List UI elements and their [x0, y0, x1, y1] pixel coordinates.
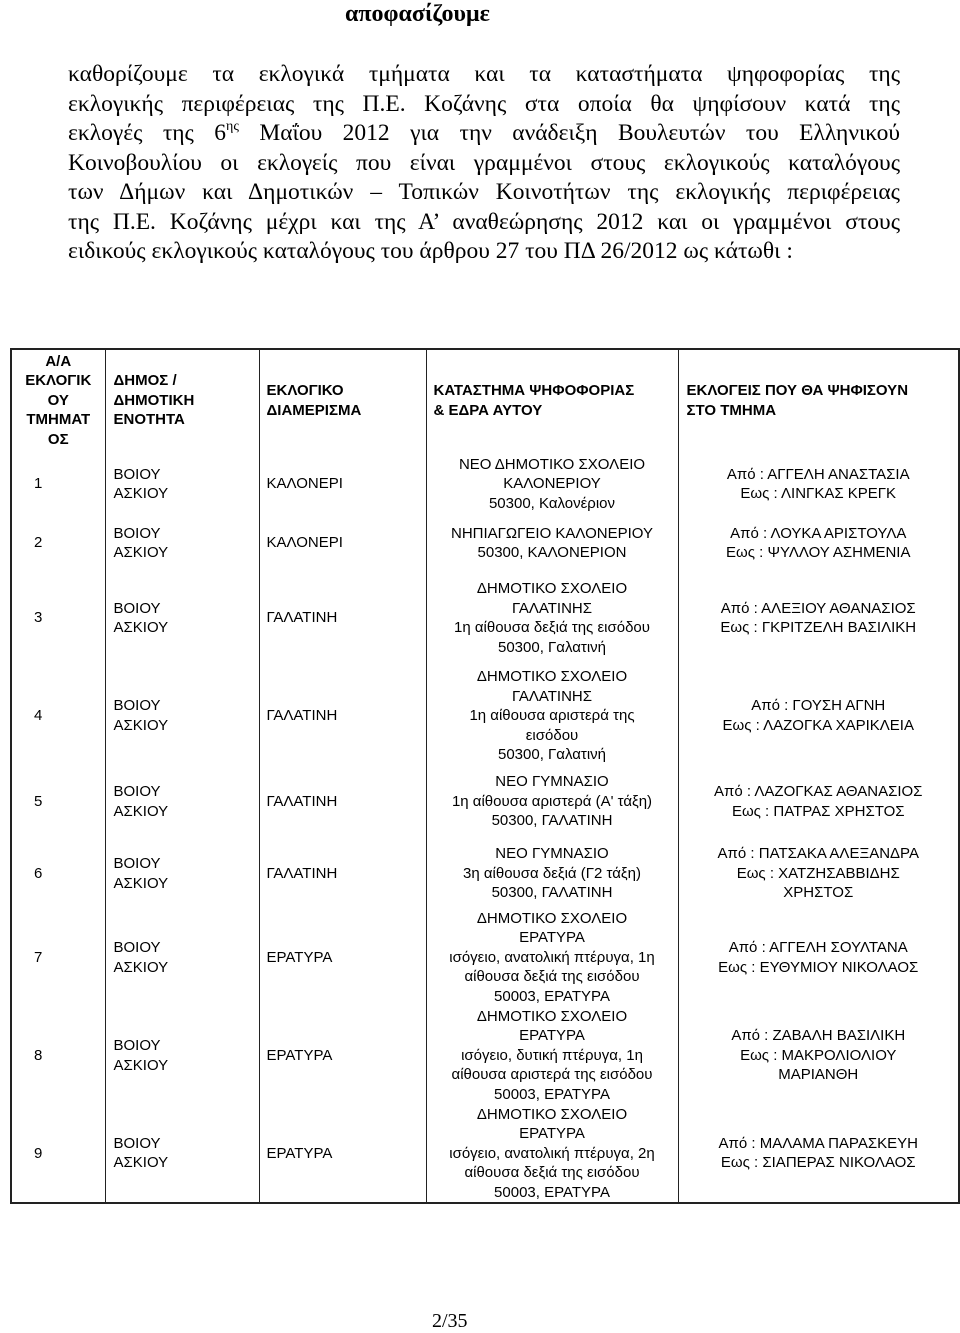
cell-line: 1η αίθουσα αριστερά της [469, 707, 635, 724]
cell-line: ισόγειο, δυτική πτέρυγα, 1η [461, 1046, 643, 1064]
cell-line: Από : ΜΑΛΑΜΑ ΠΑΡΑΣΚΕΥΗ [718, 1134, 918, 1152]
header-line: ΔΗΜΟΣ / [113, 372, 177, 390]
cell-line: ΒΟΙΟΥ [113, 465, 161, 483]
cell-line: 3η αίθουσα δεξιά (Γ2 τάξη) [463, 864, 641, 882]
cell-voters-range [678, 1007, 959, 1105]
header-line: ΕΚΛΟΓΙΚ [25, 372, 92, 390]
cell-line: Εως : ΛΑΖΟΓΚΑ ΧΑΡΙΚΛΕΙΑ [722, 716, 914, 734]
table-row [11, 765, 959, 839]
cell-line: 3 [34, 609, 43, 627]
header-line: ΔΙΑΜΕΡΙΣΜΑ [266, 401, 362, 419]
cell-line: 50300, ΓΑΛΑΤΙΝΗ [491, 884, 613, 902]
cell-line: αίθουσα δεξιά της εισόδου [464, 968, 640, 986]
cell-line: ΔΗΜΟΤΙΚΟ ΣΧΟΛΕΙΟ [476, 1105, 628, 1123]
cell-municipality [105, 909, 259, 1007]
cell-line: αίθουσα αριστερά της εισόδου [451, 1066, 653, 1084]
cell-line: ΓΑΛΑΤΙΝΗ [266, 707, 338, 724]
table-row [11, 909, 959, 1007]
cell-line: ισόγειο, ανατολική πτέρυγα, 1η [449, 948, 655, 966]
cell-line: Εως : ΜΑΚΡΟΛΙΟΛΙΟΥ [740, 1046, 897, 1064]
cell-polling-station [426, 569, 678, 667]
header-line: ΔΗΜΟΤΙΚΗ [113, 391, 195, 409]
cell-electoral-district [259, 517, 426, 569]
cell-line: ΒΟΙΟΥ [113, 1037, 161, 1054]
cell-municipality [105, 839, 259, 909]
cell-line: Από : ΖΑΒΑΛΗ ΒΑΣΙΛΙΚΗ [731, 1027, 906, 1045]
cell-electoral-district [259, 1105, 426, 1204]
cell-line: ΕΡΑΤΥΡΑ [266, 948, 333, 966]
cell-line: ΕΡΑΤΥΡΑ [519, 1027, 585, 1045]
cell-voters-range [678, 569, 959, 667]
header-line: Α/Α [45, 352, 72, 370]
cell-line: ΝΗΠΙΑΓΩΓΕΙΟ ΚΑΛΟΝΕΡΙΟΥ [451, 524, 653, 542]
cell-voters-range [678, 667, 959, 765]
cell-polling-station [426, 517, 678, 569]
table-header-row [11, 349, 959, 451]
cell-line: 1η αίθουσα αριστερά (Α' τάξη) [451, 792, 653, 810]
cell-voters-range [678, 1105, 959, 1204]
cell-line: ΚΑΛΟΝΕΡΙΟΥ [503, 475, 601, 493]
cell-line: ΒΟΙΟΥ [113, 855, 161, 872]
intro-line: εκλογικής περιφέρειας της Π.Ε. Κοζάνης στα οποία θα ψηφίσουν κατά της [68, 90, 900, 117]
header-line: ΟΣ [47, 430, 69, 448]
cell-line: 50003, ΕΡΑΤΥΡΑ [494, 1183, 610, 1201]
header-line: & ΕΔΡΑ ΑΥΤΟΥ [433, 401, 543, 419]
cell-municipality [105, 451, 259, 517]
cell-line: ΒΟΙΟΥ [113, 599, 161, 617]
cell-line: Από : ΑΓΓΕΛΗ ΑΝΑΣΤΑΣΙΑ [726, 465, 910, 483]
cell-line: ΑΣΚΙΟΥ [113, 716, 169, 734]
cell-line: αίθουσα δεξιά της εισόδου [464, 1164, 640, 1181]
cell-electoral-district [259, 667, 426, 765]
header-electoral-district [259, 349, 426, 451]
cell-line: Εως : ΓΚΡΙΤΖΕΛΗ ΒΑΣΙΛΙΚΗ [720, 619, 917, 636]
cell-line: ΧΡΗΣΤΟΣ [783, 884, 854, 902]
cell-line: ΑΣΚΙΟΥ [113, 544, 169, 561]
intro-line: των Δήμων και Δημοτικών – Τοπικών Κοινοτήτων της εκλογικής περιφέρειας [68, 179, 900, 205]
intro-line [68, 119, 900, 149]
cell-voters-range [678, 909, 959, 1007]
cell-line: 7 [34, 948, 43, 966]
header-voters-range [678, 349, 959, 451]
cell-electoral-district [259, 1007, 426, 1105]
table-row [11, 517, 959, 569]
cell-line: Από : ΛΑΖΟΓΚΑΣ ΑΘΑΝΑΣΙΟΣ [714, 783, 923, 800]
header-line: ΤΜΗΜΑΤ [26, 411, 91, 429]
cell-line: ΑΣΚΙΟΥ [113, 1154, 169, 1172]
cell-line: ΚΑΛΟΝΕΡΙ [266, 475, 343, 493]
table-head [11, 349, 959, 451]
cell-polling-station [426, 667, 678, 765]
header-line: ΕΝΟΤΗΤΑ [113, 411, 185, 429]
cell-line: 1 [34, 475, 43, 493]
header-line: ΕΚΛΟΓΕΙΣ ΠΟΥ ΘΑ ΨΗΦΙΣΟΥΝ [686, 382, 909, 399]
cell-line: ΑΣΚΙΟΥ [113, 485, 169, 502]
cell-line: ΚΑΛΟΝΕΡΙ [266, 534, 343, 552]
cell-municipality [105, 1007, 259, 1105]
table-row [11, 569, 959, 667]
cell-line: Από : ΑΛΕΞΙΟΥ ΑΘΑΝΑΣΙΟΣ [720, 599, 916, 617]
cell-section-number [11, 451, 105, 517]
cell-line: Από : ΓΟΥΣΗ ΑΓΝΗ [751, 697, 886, 715]
cell-municipality [105, 1105, 259, 1204]
cell-municipality [105, 569, 259, 667]
cell-line: ισόγειο, ανατολική πτέρυγα, 2η [449, 1144, 655, 1162]
cell-section-number [11, 517, 105, 569]
cell-polling-station [426, 451, 678, 517]
header-line: ΟΥ [47, 391, 69, 409]
cell-line: 1η αίθουσα δεξιά της εισόδου [454, 619, 650, 636]
cell-electoral-district [259, 569, 426, 667]
cell-line: ΕΡΑΤΥΡΑ [266, 1144, 333, 1162]
cell-line: ΝΕΟ ΔΗΜΟΤΙΚΟ ΣΧΟΛΕΙΟ [458, 455, 646, 473]
cell-line: Εως : ΨΥΛΛΟΥ ΑΣΗΜΕΝΙΑ [726, 544, 911, 561]
cell-line: ΓΑΛΑΤΙΝΗ [266, 792, 338, 810]
cell-line: ΑΣΚΙΟΥ [113, 958, 169, 976]
cell-line: ΑΣΚΙΟΥ [113, 874, 169, 892]
cell-line: Εως : ΕΥΘΥΜΙΟΥ ΝΙΚΟΛΑΟΣ [718, 958, 919, 976]
cell-line: ΕΡΑΤΥΡΑ [519, 1125, 585, 1142]
cell-section-number [11, 569, 105, 667]
cell-line: ΒΟΙΟΥ [113, 783, 161, 800]
cell-section-number [11, 1105, 105, 1204]
cell-line: 50003, ΕΡΑΤΥΡΑ [494, 1085, 610, 1103]
cell-line: Από : ΛΟΥΚΑ ΑΡΙΣΤΟΥΛΑ [730, 524, 907, 542]
cell-line: ΓΑΛΑΤΙΝΗ [266, 864, 338, 882]
cell-polling-station [426, 839, 678, 909]
cell-section-number [11, 1007, 105, 1105]
cell-voters-range [678, 451, 959, 517]
cell-line: εισόδου [525, 726, 579, 744]
cell-line: ΑΣΚΙΟΥ [113, 802, 169, 820]
cell-polling-station [426, 765, 678, 839]
cell-line: 2 [34, 534, 43, 552]
table-row [11, 1007, 959, 1105]
cell-line: ΓΑΛΑΤΙΝΗΣ [511, 599, 593, 617]
intro-line: καθορίζουμε τα εκλογικά τμήματα και τα καταστήματα ψηφοφορίας της [68, 61, 900, 87]
cell-line: ΒΟΙΟΥ [113, 524, 161, 542]
cell-voters-range [678, 517, 959, 569]
cell-line: ΕΡΑΤΥΡΑ [519, 929, 585, 947]
cell-line: ΔΗΜΟΤΙΚΟ ΣΧΟΛΕΙΟ [476, 909, 628, 927]
decision-heading: αποφασίζουμε [345, 1, 490, 27]
cell-polling-station [426, 1105, 678, 1204]
cell-line: Εως : ΠΑΤΡΑΣ ΧΡΗΣΤΟΣ [731, 802, 905, 820]
cell-line: ΕΡΑΤΥΡΑ [266, 1046, 333, 1064]
table-row [11, 451, 959, 517]
table-row [11, 667, 959, 765]
intro-paragraph [68, 60, 900, 267]
cell-line: ΒΟΙΟΥ [113, 697, 161, 715]
cell-line: Εως : ΧΑΤΖΗΣΑΒΒΙΔΗΣ [736, 864, 900, 882]
cell-line: ΝΕΟ ΓΥΜΝΑΣΙΟ [495, 845, 609, 863]
cell-electoral-district [259, 451, 426, 517]
cell-line: ΓΑΛΑΤΙΝΗΣ [511, 687, 593, 705]
table-body [11, 451, 959, 1203]
page-number: 2/35 [432, 1310, 468, 1332]
cell-line: ΒΟΙΟΥ [113, 1134, 161, 1152]
header-polling-station [426, 349, 678, 451]
cell-line: 5 [34, 792, 43, 810]
cell-line: ΔΗΜΟΤΙΚΟ ΣΧΟΛΕΙΟ [476, 580, 628, 597]
header-line: ΕΚΛΟΓΙΚΟ [266, 382, 344, 399]
cell-line: 50300, ΓΑΛΑΤΙΝΗ [491, 812, 613, 830]
cell-line: 50003, ΕΡΑΤΥΡΑ [494, 987, 610, 1005]
cell-line: 50300, ΚΑΛΟΝΕΡΙΟΝ [477, 544, 627, 561]
header-line: ΣΤΟ ΤΜΗΜΑ [686, 401, 777, 419]
header-municipality [105, 349, 259, 451]
ordinal-superscript: ης [226, 119, 239, 134]
cell-electoral-district [259, 839, 426, 909]
cell-line: Από : ΑΓΓΕΛΗ ΣΟΥΛΤΑΝΑ [728, 939, 908, 956]
header-section-number [11, 349, 105, 451]
cell-section-number [11, 765, 105, 839]
cell-municipality [105, 517, 259, 569]
cell-line: Εως : ΣΙΑΠΕΡΑΣ ΝΙΚΟΛΑΟΣ [720, 1154, 916, 1172]
cell-line: 6 [34, 864, 43, 882]
cell-line: ΝΕΟ ΓΥΜΝΑΣΙΟ [495, 773, 609, 791]
polling-sections-table [10, 348, 960, 1204]
cell-voters-range [678, 765, 959, 839]
intro-text: εκλογές της 6 [68, 120, 227, 146]
header-line: ΚΑΤΑΣΤΗΜΑ ΨΗΦΟΦΟΡΙΑΣ [433, 382, 635, 399]
cell-line: 50300, Καλονέριον [488, 494, 616, 512]
cell-electoral-district [259, 909, 426, 1007]
cell-line: 50300, Γαλατινή [497, 638, 607, 656]
table-row [11, 1105, 959, 1204]
cell-municipality [105, 765, 259, 839]
cell-line: ΜΑΡΙΑΝΘΗ [778, 1066, 859, 1084]
table-row [11, 839, 959, 909]
cell-line: 8 [34, 1046, 43, 1064]
intro-line: της Π.Ε. Κοζάνης μέχρι και της Α’ αναθεώρησης 2012 και οι γραμμένοι στους [68, 208, 900, 235]
cell-line: Από : ΠΑΤΣΑΚΑ ΑΛΕΞΑΝΔΡΑ [717, 845, 919, 863]
cell-polling-station [426, 909, 678, 1007]
cell-line: ΔΗΜΟΤΙΚΟ ΣΧΟΛΕΙΟ [476, 1007, 628, 1025]
cell-line: 9 [34, 1144, 43, 1162]
cell-line: 50300, Γαλατινή [497, 746, 607, 763]
cell-electoral-district [259, 765, 426, 839]
intro-line: ειδικούς εκλογικούς καταλόγους του άρθρου 27 του ΠΔ 26/2012 ως κάτωθι : [68, 238, 793, 264]
cell-line: ΓΑΛΑΤΙΝΗ [266, 609, 338, 627]
cell-line: 4 [34, 707, 43, 724]
cell-polling-station [426, 1007, 678, 1105]
cell-line: ΒΟΙΟΥ [113, 939, 161, 956]
cell-municipality [105, 667, 259, 765]
cell-section-number [11, 839, 105, 909]
cell-voters-range [678, 839, 959, 909]
cell-section-number [11, 667, 105, 765]
cell-line: ΔΗΜΟΤΙΚΟ ΣΧΟΛΕΙΟ [476, 668, 628, 685]
cell-section-number [11, 909, 105, 1007]
cell-line: ΑΣΚΙΟΥ [113, 619, 169, 636]
intro-text: Μαΐου 2012 για την ανάδειξη Βουλευτών του Ελληνικού [238, 120, 900, 146]
cell-line: Εως : ΛΙΝΓΚΑΣ ΚΡΕΓΚ [740, 485, 897, 502]
cell-line: ΑΣΚΙΟΥ [113, 1056, 169, 1074]
intro-line: Κοινοβουλίου οι εκλογείς που είναι γραμμένοι στους εκλογικούς καταλόγους [68, 149, 900, 176]
